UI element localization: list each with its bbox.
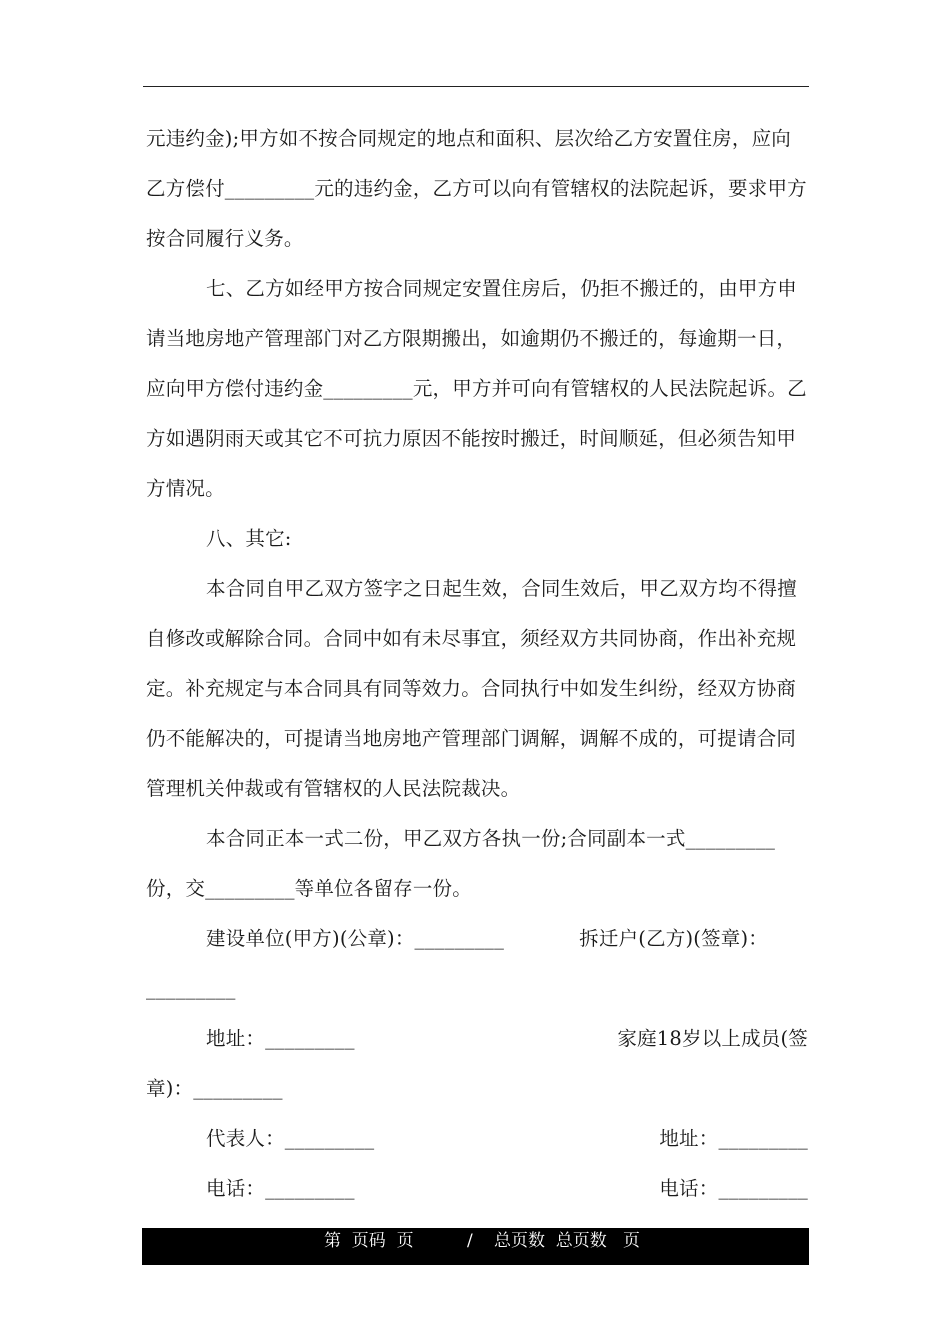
- page-separator: /: [467, 1231, 473, 1251]
- address-b-field: 地址：_________: [659, 1127, 808, 1150]
- paragraph-copies: 本合同正本一式二份，甲乙双方各执一份;合同副本一式_________份，交_________等单位各留存一份。: [146, 827, 776, 900]
- representative-field: 代表人：_________: [206, 1127, 375, 1150]
- signature-blank-line: _________: [146, 977, 236, 1000]
- address-a-field: 地址：_________: [206, 1027, 355, 1050]
- signature-row-blank: [146, 964, 808, 1014]
- total-pages-label: 总页数 总页数 页: [494, 1231, 641, 1251]
- signature-row-representative: [146, 1114, 808, 1164]
- family-members-sign-field: 章)：_________: [146, 1077, 283, 1100]
- signature-row-seals: [146, 914, 808, 964]
- signature-row-family-cont: [146, 1064, 808, 1114]
- family-members-field: 家庭18岁以上成员(签: [617, 1027, 808, 1050]
- paragraph-clause-seven: 七、乙方如经甲方按合同规定安置住房后，仍拒不搬迁的，由甲方申请当地房地产管理部门对乙方限期搬出，如逾期仍不搬迁的，每逾期一日，应向甲方偿付违约金_________元，甲方并可向有管辖权的人民法院起诉。乙方如遇阴雨天或其它不可抗力原因不能按时搬迁，时间顺延，但必须告知甲方情况。: [146, 277, 807, 500]
- phone-b-field: 电话：_________: [659, 1177, 808, 1200]
- page-footer: [142, 1228, 809, 1265]
- signature-row-address: [146, 1014, 808, 1064]
- page-number-label: 第 页码 页: [324, 1231, 414, 1251]
- phone-a-field: 电话：_________: [206, 1177, 355, 1200]
- paragraph-effectiveness: 本合同自甲乙双方签字之日起生效，合同生效后，甲乙双方均不得擅自修改或解除合同。合同中如有未尽事宜，须经双方共同协商，作出补充规定。补充规定与本合同具有同等效力。合同执行中如发生纠纷，经双方协商仍不能解决的，可提请当地房地产管理部门调解，调解不成的，可提请合同管理机关仲裁或有管辖权的人民法院裁决。: [146, 577, 798, 800]
- header-rule: [143, 86, 809, 87]
- signature-row-phone: [146, 1164, 808, 1214]
- party-b-sign-field: 拆迁户(乙方)(签章)：: [579, 927, 768, 950]
- paragraph-penalty-continued: 元违约金);甲方如不按合同规定的地点和面积、层次给乙方安置住房，应向乙方偿付_________元的违约金，乙方可以向有管辖权的法院起诉，要求甲方按合同履行义务。: [146, 127, 807, 250]
- party-a-seal-field: 建设单位(甲方)(公章)：_________: [206, 927, 505, 950]
- document-body: [146, 114, 808, 1214]
- paragraph-clause-eight-heading: 八、其它:: [206, 527, 292, 550]
